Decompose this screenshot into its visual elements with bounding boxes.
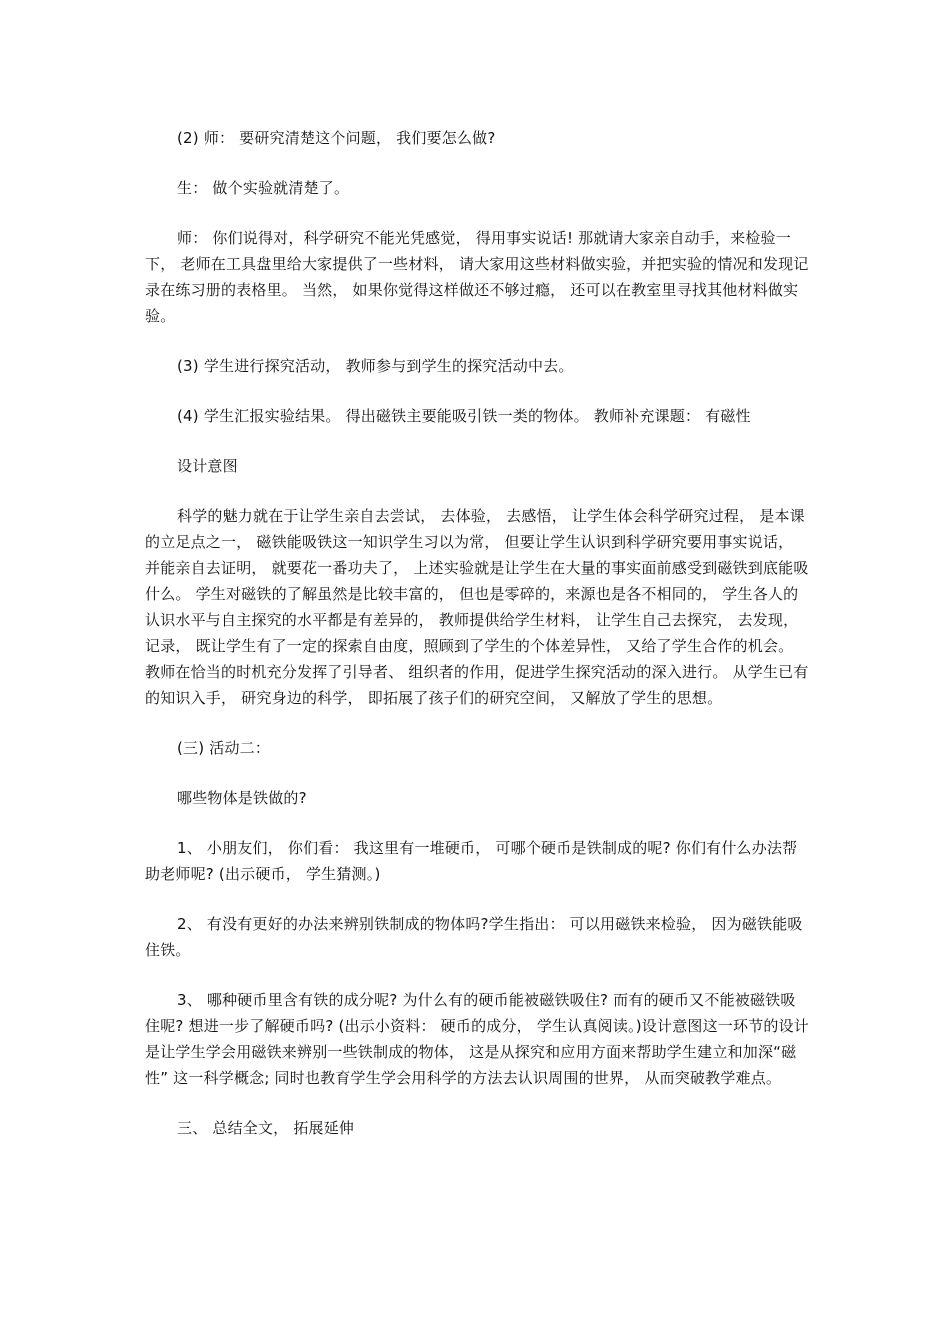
heading-activity-two: (三) 活动二： xyxy=(177,739,271,757)
paragraph-teacher-instruction: 师： 你们说得对，科学研究不能光凭感觉， 得用事实说话! 那就请大家亲自动手，来检验一下， 老师在工具盘里给大家提供了一些材料， 请大家用这些材料做实验，并把实验的情况和发现记录在练习册的表格里。 当然， 如果你觉得这样做还不够过瘾， 还可以在教室里寻找其他材料做实验。 xyxy=(145,229,809,325)
paragraph-student-answer: 生： 做个实验就清楚了。 xyxy=(177,179,350,197)
paragraph-report-results: (4) 学生汇报实验结果。 得出磁铁主要能吸引铁一类的物体。 教师补充课题： 有磁性 xyxy=(177,407,751,425)
paragraph-inquiry-activity: (3) 学生进行探究活动， 教师参与到学生的探究活动中去。 xyxy=(177,357,574,375)
paragraph-step-2: 2、 有没有更好的办法来辨别铁制成的物体吗?学生指出： 可以用磁铁来检验， 因为磁铁能吸住铁。 xyxy=(145,915,803,959)
paragraph-question: (2) 师： 要研究清楚这个问题， 我们要怎么做? xyxy=(177,129,496,147)
paragraph-design-intent-body: 科学的魅力就在于让学生亲自去尝试， 去体验， 去感悟， 让学生体会科学研究过程， 是本课的立足点之一， 磁铁能吸铁这一知识学生习以为常， 但要让学生认识到科学研究要用事实说话， 并能亲自去证明， 就要花一番功夫了， 上述实验就是让学生在大量的事实面前感受到磁铁到底能吸什么。 学生对磁铁的了解虽然是比较丰富的， 但也是零碎的，来源也是各不相同的， 学生各人的认识水平与自主探究的水平都是有差异的， 教师提供给学生材料， 让学生自己去探究， 去发现，记录， 既让学生有了一定的探索自由度，照顾到了学生的个体差异性， 又给了学生合作的机会。 教师在恰当的时机充分发挥了引导者、 组织者的作用，促进学生探究活动的深入进行。 从学生已有的知识入手， 研究身边的科学， 即拓展了孩子们的研究空间， 又解放了学生的思想。 xyxy=(145,507,809,707)
paragraph-step-3: 3、 哪种硬币里含有铁的成分呢? 为什么有的硬币能被磁铁吸住? 而有的硬币又不能被磁铁吸住呢? 想进一步了解硬币吗? (出示小资料： 硬币的成分， 学生认真阅读。)设计意图这一环节的设计是让学生学会用磁铁来辨别一些铁制成的物体， 这是从探究和应用方面来帮助学生建立和加深“磁性” 这一科学概念; 同时也教育学生学会用科学的方法去认识周围的世界， 从而突破教学难点。 xyxy=(145,991,810,1087)
heading-summary: 三、 总结全文， 拓展延伸 xyxy=(177,1119,355,1137)
document-body xyxy=(145,125,810,1165)
heading-which-objects-iron: 哪些物体是铁做的? xyxy=(177,789,307,807)
paragraph-step-1: 1、 小朋友们， 你们看： 我这里有一堆硬币， 可哪个硬币是铁制成的呢? 你们有什么办法帮助老师呢? (出示硬币， 学生猜测。) xyxy=(145,839,798,883)
heading-design-intent: 设计意图 xyxy=(177,457,238,475)
